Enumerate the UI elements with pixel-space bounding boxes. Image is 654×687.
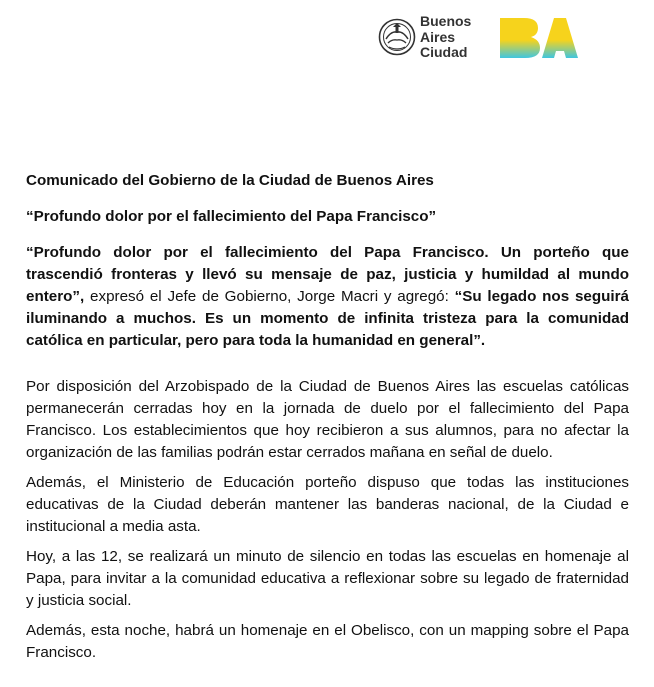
body-paragraph: Por disposición del Arzobispado de la Ciudad de Buenos Aires las escuelas católicas permanecerán cerradas hoy en la jornada de duelo por el fallecimiento del Papa Francisco. Los establecimientos que hoy recibieron a sus alumnos, para no afectar la organización de las familias podrán estar cerrados mañana en señal de duelo. [26,378,629,461]
brand-line-2: Aires [420,28,456,45]
quote-paragraph [26,242,629,352]
body-paragraph: Además, esta noche, habrá un homenaje en el Obelisco, con un mapping sobre el Papa Francisco. [26,622,629,661]
document-body [26,170,629,664]
quote-part-3: “Su legado nos seguirá iluminando a muchos. Es un momento de infinita tristeza para la comunidad católica en particular, pero para toda la humanidad en general”. [26,288,629,349]
city-brand-wordmark [420,14,471,61]
quote-part-1: “Profundo dolor por el fallecimiento del Papa Francisco. Un porteño que trascendió fronteras y llevó su mensaje de paz, justicia y humildad al mundo entero”, [26,244,629,305]
header-logo-area [326,0,622,118]
body-paragraph: Además, el Ministerio de Educación porteño dispuso que todas las instituciones educativas de la Ciudad deberán mantener las banderas nacional, de la Ciudad e institucional a media asta. [26,474,629,535]
document-subtitle: “Profundo dolor por el fallecimiento del Papa Francisco” [26,208,437,225]
ba-logo [498,16,578,60]
city-seal-icon [378,17,416,57]
brand-line-1: Buenos [420,13,472,29]
document-title: Comunicado del Gobierno de la Ciudad de Buenos Aires [26,172,434,189]
brand-line-3: Ciudad [420,44,468,60]
body-paragraph: Hoy, a las 12, se realizará un minuto de silencio en todas las escuelas en homenaje al Papa, para invitar a la comunidad educativa a reflexionar sobre su legado de fraternidad y justicia social. [26,548,629,609]
quote-part-2: expresó el Jefe de Gobierno, Jorge Macri y agregó: [84,288,455,305]
